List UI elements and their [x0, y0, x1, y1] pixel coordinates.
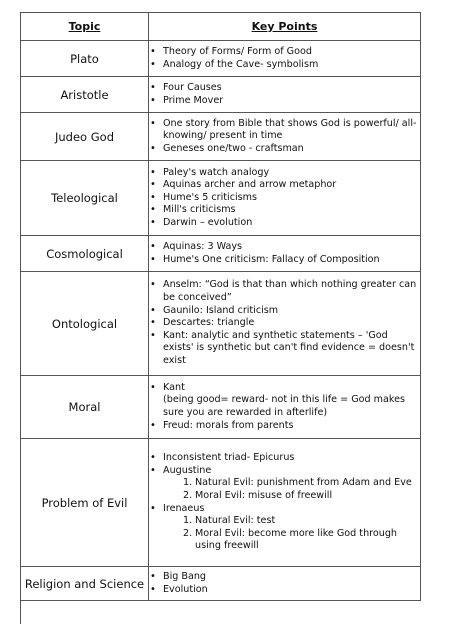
- points-cell: [149, 236, 421, 272]
- sub-item: 2. Moral Evil: become more like God through using freewill: [183, 527, 398, 552]
- topic-cell: Plato: [21, 41, 149, 77]
- table-row: [21, 439, 421, 567]
- topic-cell: Teleological: [21, 161, 149, 236]
- sub-item: 1. Natural Evil: test: [183, 515, 276, 527]
- point-item: • Paley's watch analogy: [149, 167, 420, 180]
- sub-item: 2. Moral Evil: misuse of freewill: [183, 489, 333, 501]
- point-item: • Descartes: triangle: [149, 317, 420, 330]
- table-row: [21, 41, 421, 77]
- topic-cell: Ontological: [21, 272, 149, 376]
- points-list: [149, 571, 420, 596]
- header-key-points: Key Points: [149, 13, 421, 41]
- points-cell: [149, 439, 421, 567]
- point-item: • Geneses one/two - craftsman: [149, 143, 420, 156]
- point-item: • Anselm: “God is that than which nothing greater can be conceived”: [149, 279, 420, 304]
- table-row: [21, 236, 421, 272]
- augustine-sublist: [163, 477, 420, 502]
- point-item: [149, 503, 420, 553]
- point-item: • Hume's One criticism: Fallacy of Composition: [149, 254, 420, 267]
- point-item: • Gaunilo: Island criticism: [149, 305, 420, 318]
- irenaeus-sublist: [163, 515, 420, 553]
- point-item: • Theory of Forms/ Form of Good: [149, 46, 420, 59]
- points-list: [149, 382, 420, 432]
- point-item: • Hume's 5 criticisms: [149, 192, 420, 205]
- table-row: [21, 113, 421, 161]
- point-item: • Evolution: [149, 584, 420, 597]
- topic-cell: Aristotle: [21, 77, 149, 113]
- point-text: Kant: [163, 381, 185, 393]
- point-item: • Aquinas archer and arrow metaphor: [149, 179, 420, 192]
- point-item: [149, 382, 420, 420]
- table-row: [21, 161, 421, 236]
- header-topic: Topic: [21, 13, 149, 41]
- table-row: [21, 567, 421, 601]
- topic-cell: Moral: [21, 376, 149, 439]
- point-item: • Darwin – evolution: [149, 217, 420, 230]
- point-item: • Four Causes: [149, 82, 420, 95]
- table-row: [21, 272, 421, 376]
- sub-item: 1. Natural Evil: punishment from Adam and Eve: [183, 477, 412, 489]
- point-item: • Big Bang: [149, 571, 420, 584]
- topic-cell: Problem of Evil: [21, 439, 149, 567]
- table-row: [21, 376, 421, 439]
- point-item: • Prime Mover: [149, 95, 420, 108]
- points-list: [149, 118, 420, 156]
- points-list: [149, 241, 420, 266]
- points-list: [149, 46, 420, 71]
- topic-cell: Religion and Science: [21, 567, 149, 601]
- points-cell: [149, 567, 421, 601]
- table-row: [21, 77, 421, 113]
- point-item: • Mill's criticisms: [149, 204, 420, 217]
- points-cell: [149, 272, 421, 376]
- points-cell: [149, 161, 421, 236]
- kant-note: (being good= reward- not in this life = God makes sure you are rewarded in afterlife): [163, 394, 406, 418]
- points-cell: [149, 41, 421, 77]
- point-text: Augustine: [163, 464, 212, 476]
- points-cell: [149, 113, 421, 161]
- point-item: • Kant: analytic and synthetic statements – 'God exists' is synthetic but can't find evidence = doesn't exist: [149, 330, 420, 368]
- point-item: • Aquinas: 3 Ways: [149, 241, 420, 254]
- points-list: [149, 167, 420, 230]
- points-cell: [149, 376, 421, 439]
- point-item: • Analogy of the Cave- symbolism: [149, 59, 420, 72]
- point-text: Irenaeus: [163, 502, 205, 514]
- margin-line: [20, 600, 21, 624]
- points-cell: [149, 77, 421, 113]
- point-item: • Freud: morals from parents: [149, 420, 420, 433]
- key-points-table: [20, 12, 421, 601]
- topic-cell: Cosmological: [21, 236, 149, 272]
- point-item: • One story from Bible that shows God is powerful/ all-knowing/ present in time: [149, 118, 420, 143]
- points-list: [149, 452, 420, 553]
- point-item: • Inconsistent triad- Epicurus: [149, 452, 420, 465]
- point-item: [149, 465, 420, 503]
- topic-cell: Judeo God: [21, 113, 149, 161]
- points-list: [149, 279, 420, 367]
- points-list: [149, 82, 420, 107]
- header-row: [21, 13, 421, 41]
